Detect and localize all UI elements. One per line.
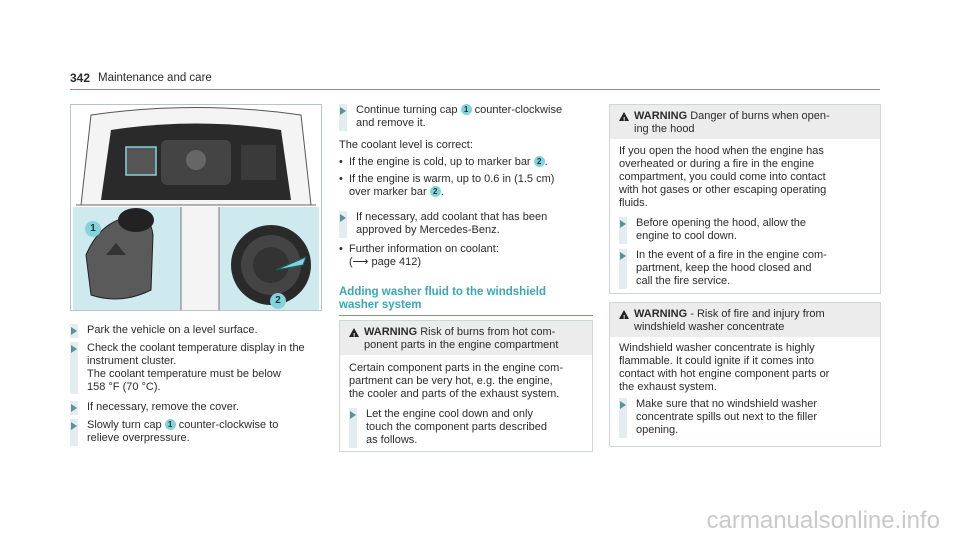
- marker-2-icon: 2: [534, 156, 545, 167]
- section-heading: Adding washer fluid to the windshield washer system: [339, 286, 546, 311]
- marker-1-icon: 1: [461, 104, 472, 115]
- warning-triangle-icon: !: [619, 112, 629, 121]
- callout-1: 1: [85, 219, 101, 237]
- watermark-logo: [0, 508, 960, 533]
- page-title: Maintenance and care: [98, 72, 212, 84]
- section-rule: [339, 315, 593, 316]
- header-rule: [70, 89, 880, 90]
- warning-burns-hood: ! WARNING Danger of burns when open- ing the hood If you open the hood when the engine has overheated or during a fire in the engine compartment, you could come into contact with hot gases or other escaping operating fluids. Before opening the hood, allow the engine to cool down. In the event of a fire in the engine com- partment, keep the hood closed and call the fire service.: [609, 104, 881, 294]
- warning-triangle-icon: !: [349, 328, 359, 337]
- engine-compartment-figure: [70, 104, 322, 311]
- page-number: 342: [70, 71, 91, 85]
- engine-compartment-illustration: [71, 105, 321, 310]
- marker-2-icon: 2: [430, 186, 441, 197]
- warning-triangle-icon: !: [619, 310, 629, 319]
- warning-hot-components: ! WARNING Risk of burns from hot com- ponent parts in the engine compartment Certain component parts in the engine com- partment can be very hot, e.g. the engine, the cooler and parts of the exhaust system. Let the engine cool down and only touch the component parts described as follows.: [339, 320, 593, 452]
- coolant-intro: The coolant level is correct:: [339, 139, 473, 151]
- warning-washer-concentrate: ! WARNING - Risk of fire and injury from windshield washer concentrate Windshield washer concentrate is highly flammable. It could ignite if it comes into contact with hot engine component parts or the exhaust system. Make sure that no windshield washer concentrate spills out next to the filler opening.: [609, 302, 881, 447]
- marker-1-icon: 1: [165, 419, 176, 430]
- watermark-text: carmanualsonline.info: [706, 508, 940, 533]
- callout-2: 2: [270, 291, 286, 309]
